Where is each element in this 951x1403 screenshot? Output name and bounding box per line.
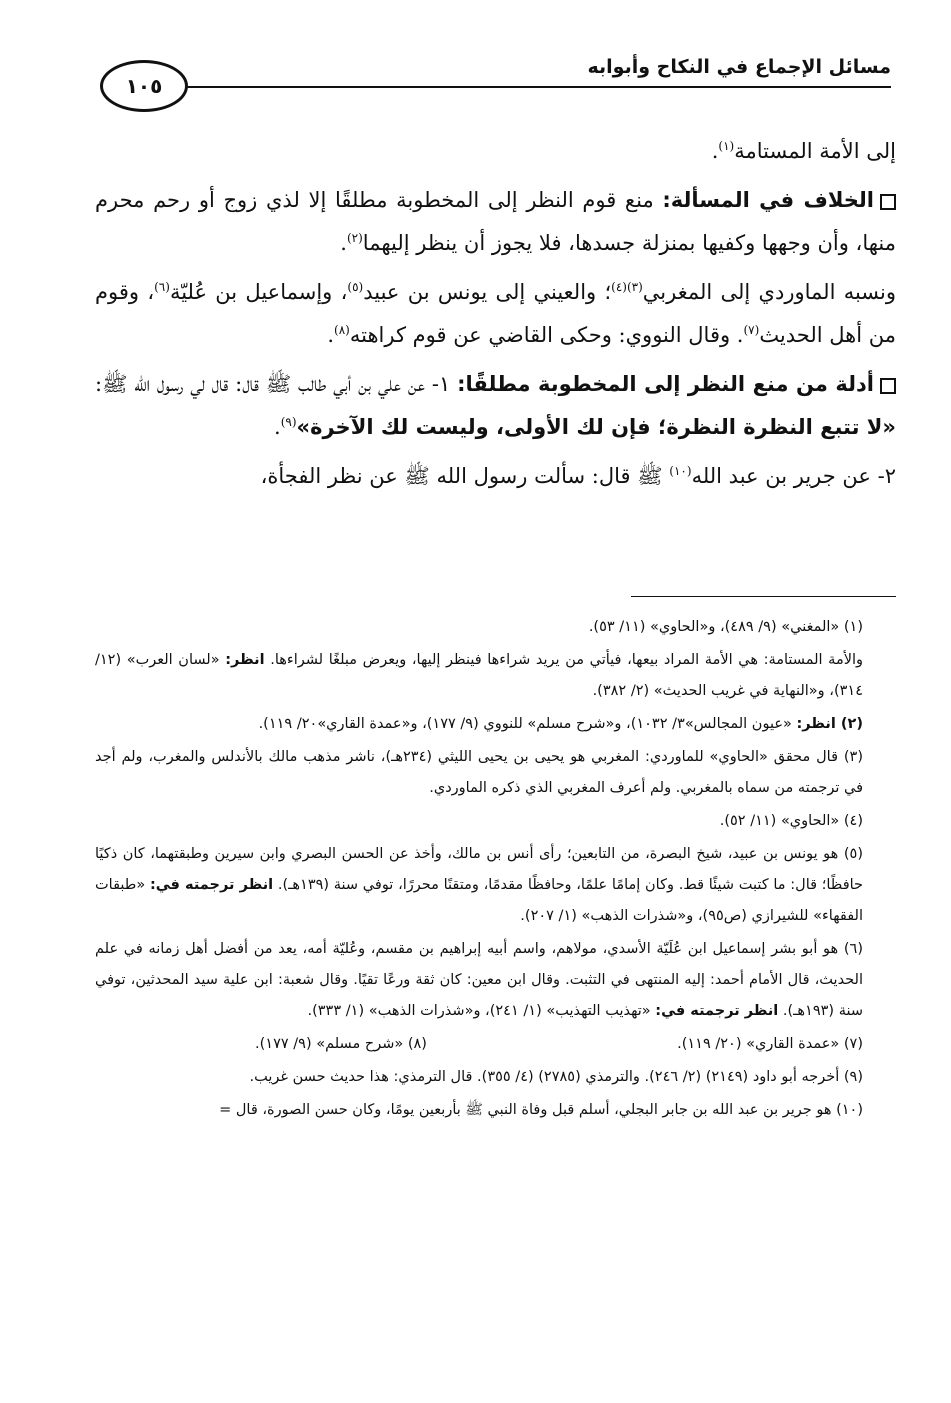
footnote-text: «عيون المجالس»٣/ ١٠٣٢)، و«شرح مسلم» للنووي (٩/ ١٧٧)، و«عمدة القاري»٢٠/ ١١٩). — [258, 716, 792, 732]
footnote-ref: (١٠) — [669, 464, 692, 478]
running-title: مسائل الإجماع في النكاح وأبوابه — [587, 56, 891, 78]
square-bullet-icon — [880, 194, 896, 210]
paragraph: إلى الأمة المستامة$^{(١)}$. — [711, 139, 896, 163]
paragraph-text: . وقال النووي: وحكى القاضي عن قوم كراهته — [349, 323, 744, 347]
footnote: (٤) «الحاوي» (١١/ ٥٢). — [719, 813, 863, 829]
paragraph — [95, 455, 896, 498]
page-header — [100, 52, 891, 102]
footnote — [95, 645, 863, 707]
hadith-quote: «لا تتبع النظرة النظرة؛ فإن لك الأولى، وليست لك الآخرة» — [296, 415, 896, 439]
footnote-separator — [631, 596, 896, 597]
page-number: ١٠٥ — [100, 60, 188, 112]
paragraph-text: ، وإسماعيل بن عُليّة — [169, 280, 348, 304]
paragraph: الخلاف في المسألة: منع قوم النظر إلى المخطوبة مطلقًا إلا لذي زوج أو رحم محرم منها، وأن وجهها وكفيها بمنزلة جسدها، فلا يجوز أن ينظر إليهما$^{(٢)}$. — [95, 188, 896, 255]
paragraph-text: ؛ والعيني إلى يونس بن عبيد — [363, 280, 612, 304]
footnote-label: انظر ترجمته في: — [655, 1003, 779, 1019]
section-heading: الخلاف في المسألة: — [662, 188, 874, 212]
paragraph-text: ٢- عن جرير بن عبد الله — [691, 464, 896, 488]
header-rule — [180, 86, 891, 88]
square-bullet-icon — [880, 378, 896, 394]
paragraph-text: ونسبه الماوردي إلى المغربي — [642, 280, 897, 304]
footnote-label: انظر: — [225, 652, 265, 668]
footnote-pair — [95, 1029, 863, 1060]
paragraph-text: إلى الأمة المستامة — [734, 139, 896, 163]
paragraph-text: ، وقوم من أهل الحديث — [95, 280, 896, 347]
footnote-ref: (١) — [718, 139, 735, 153]
footnote — [95, 934, 863, 1027]
paragraph-text: ﷺ قال: سألت رسول الله ﷺ عن نظر الفجأة، — [260, 464, 663, 488]
footnote-ref: (٩) — [280, 415, 297, 429]
paragraph: أدلة من منع النظر إلى المخطوبة مطلقًا: ١- عن علي بن أبي طالب ﷺ قال: قال لي رسول الله ﷺ: «لا تتبع النظرة النظرة؛ فإن لك الأولى، وليست لك الآخرة»$^{(٩)}$. — [95, 372, 896, 439]
footnote: (٩) أخرجه أبو داود (٢١٤٩) (٢/ ٢٤٦). والترمذي (٢٧٨٥) (٤/ ٣٥٥). قال الترمذي: هذا حديث حسن غريب. — [249, 1069, 863, 1085]
footnote-ref: (٧) — [743, 323, 760, 337]
footnote-text: «تهذيب التهذيب» (١/ ٢٤١)، و«شذرات الذهب» (١/ ٣٣٣). — [307, 1003, 651, 1019]
footnote-text: «طبقات الفقهاء» للشيرازي (ص٩٥)، و«شذرات الذهب» (١/ ٢٠٧). — [95, 877, 863, 924]
footnote-text: (٦) هو أبو بشر إسماعيل ابن عُلَيّة الأسدي، مولاهم، واسم أبيه إبراهيم بن مقسم، وعُليّة أمه، يعد من أفضل أهل زمانه في علم الحديث، قال الأمام أحمد: إليه المنتهى في التثبت. وقال ابن معين: كان ثقة ورعًا تقيًا. وقال شعبة: ابن علية سيد المحدثين، توفي سنة (١٩٣هـ). — [95, 941, 863, 1019]
footnote-ref: (٥) — [347, 280, 364, 294]
footnote: (١٠) هو جرير بن عبد الله بن جابر البجلي، أسلم قبل وفاة النبي ﷺ بأربعين يومًا، وكان حسن الصورة، قال = — [219, 1102, 863, 1118]
paragraph-text: ١- عن علي بن أبي طالب ﷺ قال: قال لي رسول الله ﷺ: — [95, 372, 451, 396]
footnote: (٨) «شرح مسلم» (٩/ ١٧٧). — [255, 1036, 427, 1052]
main-text — [95, 130, 896, 504]
footnote-ref: (٢) — [346, 231, 363, 245]
footnote: (٣) قال محقق «الحاوي» للماوردي: المغربي هو يحيى بن يحيى الليثي (٢٣٤هـ)، ناشر مذهب مالك بالأندلس والمغرب، ولم أجد في ترجمته من سماه بالمغربي. ولم أعرف المغربي الذي ذكره الماوردي. — [95, 749, 863, 796]
footnote-text: «لسان العرب» (١٢/ ٣١٤)، و«النهاية في غريب الحديث» (٢/ ٣٨٢). — [95, 652, 863, 699]
paragraph-text: منع قوم النظر إلى المخطوبة مطلقًا إلا لذي زوج أو رحم محرم منها، وأن وجهها وكفيها بمنزلة جسدها، فلا يجوز أن ينظر إليهما — [95, 188, 896, 255]
footnote-ref: (٣)(٤) — [611, 280, 643, 294]
footnotes — [95, 612, 863, 1128]
footnote-ref: (٨) — [334, 323, 350, 337]
paragraph: ونسبه الماوردي إلى المغربي$^{(٣)(٤)}$؛ والعيني إلى يونس بن عبيد$^{(٥)}$، وإسماعيل بن عُليّة$^{(٦)}$، وقوم من أهل الحديث$^{(٧)}$. وقال النووي: وحكى القاضي عن قوم كراهته$^{(٨)}$. — [95, 280, 897, 347]
footnote — [95, 839, 863, 932]
footnote-ref: (٦) — [154, 280, 170, 294]
footnote: (٧) «عمدة القاري» (٢٠/ ١١٩). — [677, 1036, 863, 1052]
footnote: (١) «المغني» (٩/ ٤٨٩)، و«الحاوي» (١١/ ٥٣). — [588, 619, 863, 635]
footnote — [95, 709, 863, 740]
footnote-text: والأمة المستامة: هي الأمة المراد بيعها، فيأتي من يريد شراءها فينظر إليها، ويعرض مبلغًا لشراءها. — [270, 652, 864, 668]
footnote-text: (٥) هو يونس بن عبيد، شيخ البصرة، من التابعين؛ رأى أنس بن مالك، وأخذ عن الحسن البصري وابن سيرين وطبقتهما، كان ذكيًا حافظًا؛ قال: ما كتبت شيئًا قط. وكان إمامًا علمًا، وحافظًا مقدمًا، ومتقنًا محررًا، توفي سنة (١٣٩هـ). — [95, 846, 864, 893]
footnote-label: (٢) انظر: — [796, 716, 863, 732]
section-heading: أدلة من منع النظر إلى المخطوبة مطلقًا: — [457, 372, 874, 396]
footnote-label: انظر ترجمته في: — [149, 877, 274, 893]
